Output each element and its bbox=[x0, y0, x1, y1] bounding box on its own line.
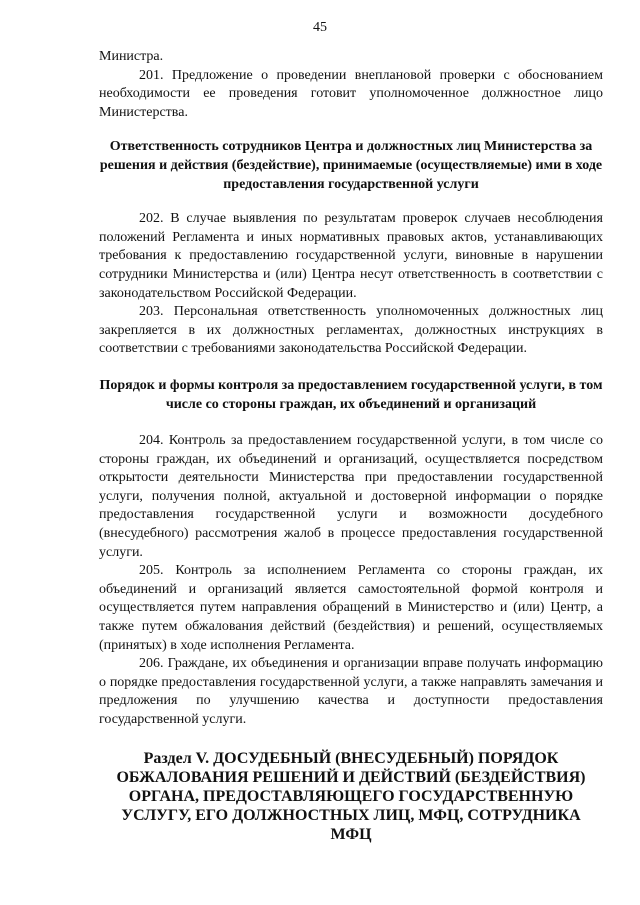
paragraph-203: 203. Персональная ответственность уполномоченных должностных лиц закрепляется в их должностных регламентах, должностных инструкциях в соответствии с требованиями законодательства Российской Федерации. bbox=[99, 304, 603, 357]
paragraph-204: 204. Контроль за предоставлением государственной услуги, в том числе со стороны граждан, их объединений и организаций, осуществляется посредством открытости деятельности Министерства при предоставлении государственной услуги, получения полной, актуальной и достоверной информации о порядке предоставления государственной услуги и возможности досудебного (внесудебного) рассмотрения жалоб в процессе предоставления государственной услуги. bbox=[99, 433, 603, 560]
paragraph-201: 201. Предложение о проведении внеплановой проверки с обоснованием необходимости ее проведения готовит уполномоченное должностное лицо Министерства. bbox=[99, 67, 603, 120]
paragraph-continuation: Министра. bbox=[99, 49, 164, 64]
document-body bbox=[99, 48, 603, 844]
heading-responsibility: Ответственность сотрудников Центра и должностных лиц Министерства за решения и действия (бездействие), принимаемые (осуществляемые) ими в ходе предоставления государственной услуги bbox=[99, 139, 603, 192]
page-number: 45 bbox=[313, 20, 327, 35]
paragraph-206: 206. Граждане, их объединения и организации вправе получать информацию о порядке предоставления государственной услуги, а также направлять замечания и предложения по улучшению качества и доступности предоставления государственной услуги. bbox=[99, 656, 603, 727]
section-v-title: Раздел V. ДОСУДЕБНЫЙ (ВНЕСУДЕБНЫЙ) ПОРЯДОК ОБЖАЛОВАНИЯ РЕШЕНИЙ И ДЕЙСТВИЙ (БЕЗДЕЙСТВИЯ) ОРГАНА, ПРЕДОСТАВЛЯЮЩЕГО ГОСУДАРСТВЕННУЮ УСЛУГУ, ЕГО ДОЛЖНОСТНЫХ ЛИЦ, МФЦ, СОТРУДНИКА МФЦ bbox=[116, 749, 586, 843]
paragraph-205: 205. Контроль за исполнением Регламента со стороны граждан, их объединений и организаций является самостоятельной формой контроля и осуществляется путем направления обращений в Министерство и (или) Центр, а также путем обжалования действий (бездействия) и решений, осуществляемых (принятых) в ходе исполнения Регламента. bbox=[99, 563, 603, 653]
heading-control-procedure: Порядок и формы контроля за предоставлением государственной услуги, в том числе со стороны граждан, их объединений и организаций bbox=[99, 377, 603, 412]
paragraph-202: 202. В случае выявления по результатам проверок случаев несоблюдения положений Регламента и иных нормативных правовых актов, устанавливающих требования к предоставлению государственной услуги, виновные в нарушении сотрудники Министерства и (или) Центра несут ответственность в соответствии с законодательством Российской Федерации. bbox=[99, 211, 603, 301]
